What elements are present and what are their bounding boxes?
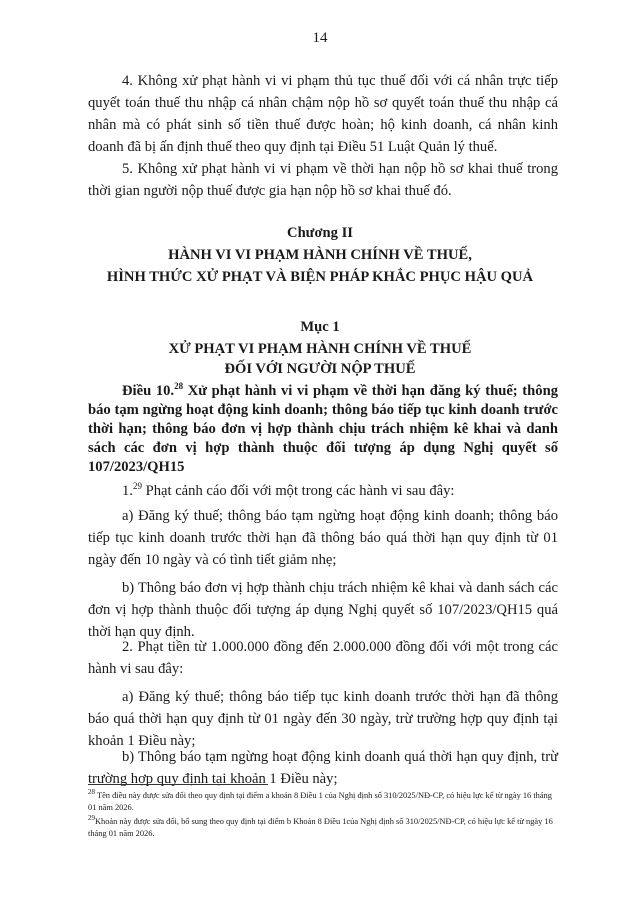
footnote-28-number: 28 — [88, 788, 95, 797]
clause-1-number: 1. — [122, 483, 133, 499]
article-prefix: Điều 10. — [122, 383, 175, 399]
clause-1-point-a: a) Đăng ký thuế; thông báo tạm ngừng hoạt động kinh doanh; thông báo tiếp tục kinh doanh trước thời hạn đã thông báo quá thời hạn quy định từ 01 ngày đến 10 ngày và có tình tiết giảm nhẹ; — [88, 508, 558, 568]
clause-1 — [88, 480, 558, 502]
article-heading — [88, 382, 558, 477]
article-title: Xử phạt hành vi vi phạm về thời hạn đăng ký thuế; thông báo tạm ngừng hoạt động kinh doanh; thông báo tiếp tục kinh doanh trước thời hạn; thông báo đơn vị hợp thành chịu trách nhiệm kê khai và danh sách các đơn vị hợp thành thuộc đối tượng áp dụng Nghị quyết số 107/2023/QH15 — [88, 383, 558, 475]
page-number: 14 — [312, 30, 328, 46]
footnote-29-number: 29 — [88, 814, 95, 823]
chapter-label: Chương II — [287, 225, 353, 241]
chapter-title-line-2: HÌNH THỨC XỬ PHẠT VÀ BIỆN PHÁP KHẮC PHỤC HẬU QUẢ — [106, 269, 534, 285]
footnote-ref-29[interactable]: 29 — [132, 481, 142, 492]
chapter-title-line-1: HÀNH VI VI PHẠM HÀNH CHÍNH VỀ THUẾ, — [168, 247, 472, 263]
clause-1-text: Phạt cảnh cáo đối với một trong các hành vi sau đây: — [145, 483, 455, 499]
footnote-28 — [88, 790, 558, 814]
clause-1-point-b: b) Thông báo đơn vị hợp thành chịu trách nhiệm kê khai và danh sách các đơn vị hợp thành thuộc đối tượng áp dụng Nghị quyết số 107/2023/QH15 quá thời hạn quy định. — [88, 580, 558, 640]
section-title-line-2: ĐỐI VỚI NGƯỜI NỘP THUẾ — [224, 361, 416, 377]
clause-2-point-a: a) Đăng ký thuế; thông báo tiếp tục kinh doanh trước thời hạn đã thông báo quá thời hạn quy định từ 01 ngày đến 30 ngày, trừ trường hợp quy định tại khoản 1 Điều này; — [88, 689, 558, 749]
footnote-divider — [88, 784, 268, 785]
paragraph-5: 5. Không xử phạt hành vi vi phạm về thời hạn nộp hồ sơ khai thuế trong thời gian người nộp thuế được gia hạn nộp hồ sơ khai thuế đó. — [88, 161, 558, 199]
clause-2-point-b: b) Thông báo tạm ngừng hoạt động kinh doanh quá thời hạn quy định, trừ trường hợp quy định tại khoản 1 Điều này; — [88, 749, 558, 787]
footnote-29 — [88, 816, 558, 840]
footnote-28-text: Tên điều này được sửa đổi theo quy định tại điểm a khoản 8 Điều 1 của Nghị định số 310/2025/NĐ-CP, có hiệu lực kể từ ngày 16 tháng 01 năm 2026. — [88, 791, 552, 812]
footnote-ref-28[interactable]: 28 — [174, 381, 184, 392]
section-label: Mục 1 — [300, 319, 340, 335]
clause-2: 2. Phạt tiền từ 1.000.000 đồng đến 2.000.000 đồng đối với một trong các hành vi sau đây: — [88, 639, 558, 677]
footnote-29-text: Khoản này được sửa đổi, bổ sung theo quy định tại điểm b Khoản 8 Điều 1của Nghị định số 310/2025/NĐ-CP, có hiệu lực kể từ ngày 16 tháng 01 năm 2026. — [88, 817, 553, 838]
paragraph-4: 4. Không xử phạt hành vi vi phạm thủ tục thuế đối với cá nhân trực tiếp quyết toán thuế thu nhập cá nhân chậm nộp hồ sơ quyết toán thuế thu nhập cá nhân mà có phát sinh số tiền thuế được hoàn; hộ kinh doanh, cá nhân kinh doanh đã bị ấn định thuế theo quy định tại Điều 51 Luật Quản lý thuế. — [88, 73, 558, 155]
section-title-line-1: XỬ PHẠT VI PHẠM HÀNH CHÍNH VỀ THUẾ — [168, 341, 472, 357]
